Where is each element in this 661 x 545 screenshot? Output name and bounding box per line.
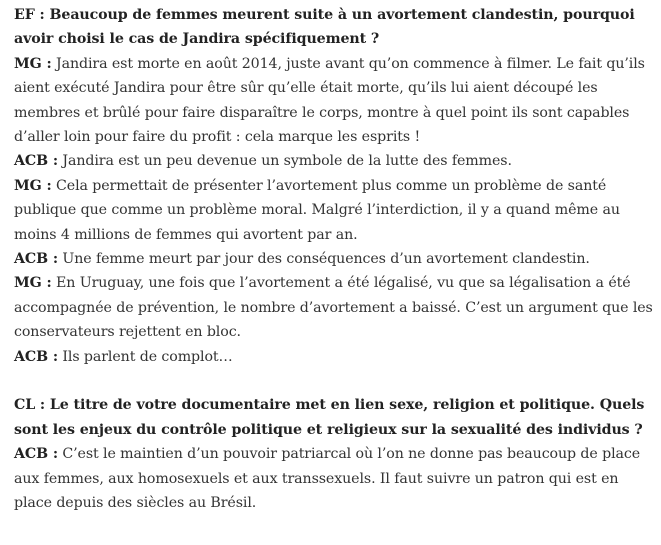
answer-text: Une femme meurt par jour des conséquences d’un avortement clandestin. <box>57 251 590 267</box>
text-line <box>14 104 629 122</box>
text-line <box>14 470 618 488</box>
text-line <box>14 274 631 292</box>
text-line <box>14 152 512 170</box>
answer-text: place depuis des siècles au Brésil. <box>14 495 257 511</box>
speaker-label: ACB : <box>14 348 58 365</box>
speaker-label: ACB : <box>14 446 58 463</box>
speaker-label: MG : <box>14 275 52 292</box>
text-line <box>14 348 233 366</box>
text-line <box>14 226 358 244</box>
text-line <box>14 128 420 146</box>
answer-text: accompagnée de prévention, le nombre d’avortement a baissé. C’est un argument que les <box>14 299 653 316</box>
text-line <box>14 421 643 439</box>
answer-text: membres et brûlé pour faire disparaître le corps, montre à quel point ils sont capables <box>14 104 630 121</box>
speaker-label: MG : <box>14 177 52 194</box>
text-line <box>14 299 653 317</box>
answer-text: En Uruguay, une fois que l’avortement a été légalisé, vu que sa légalisation a été <box>51 275 631 292</box>
answer-text: Cela permettait de présenter l’avortement plus comme un problème de santé <box>51 177 607 194</box>
speaker-label: ACB : <box>14 251 58 267</box>
answer-text: publique que comme un problème moral. Malgré l’interdiction, il y a quand même au <box>14 202 620 219</box>
answer-text: d’aller loin pour faire du profit : cela marque les esprits ! <box>14 129 421 145</box>
answer-text: aient exécuté Jandira pour être sûr qu’elle était morte, qu’ils lui aient découpé les <box>14 80 598 97</box>
speaker-label: ACB : <box>14 153 58 170</box>
text-line <box>14 396 644 414</box>
question-text: sont les enjeux du contrôle politique et religieux sur la sexualité des individus ? <box>14 421 643 438</box>
question-text: avoir choisi le cas de Jandira spécifiquement ? <box>14 31 380 48</box>
text-line <box>14 201 620 219</box>
text-line <box>14 445 640 463</box>
text-line <box>14 30 379 48</box>
answer-text: Jandira est un peu devenue un symbole de la lutte des femmes. <box>57 153 512 170</box>
text-line <box>14 323 241 341</box>
text-line <box>14 55 645 73</box>
text-line <box>14 79 598 97</box>
answer-text: aux femmes, aux homosexuels et aux transsexuels. Il faut suivre un patron qui est en <box>14 470 619 487</box>
text-line <box>14 494 256 512</box>
question-text: CL : Le titre de votre documentaire met en lien sexe, religion et politique. Quels <box>14 397 645 414</box>
text-line <box>14 6 635 24</box>
question-text: EF : Beaucoup de femmes meurent suite à un avortement clandestin, pourquoi <box>14 7 635 23</box>
answer-text: Jandira est morte en août 2014, juste avant qu’on commence à filmer. Le fait qu’ils <box>51 55 645 72</box>
answer-text: C’est le maintien d’un pouvoir patriarcal où l’on ne donne pas beaucoup de place <box>57 446 641 463</box>
text-line <box>14 250 590 268</box>
speaker-label: MG : <box>14 55 52 72</box>
text-line <box>14 177 606 195</box>
answer-text: moins 4 millions de femmes qui avortent par an. <box>14 226 358 243</box>
answer-text: conservateurs rejettent en bloc. <box>14 324 241 341</box>
answer-text: Ils parlent de complot… <box>57 348 233 365</box>
